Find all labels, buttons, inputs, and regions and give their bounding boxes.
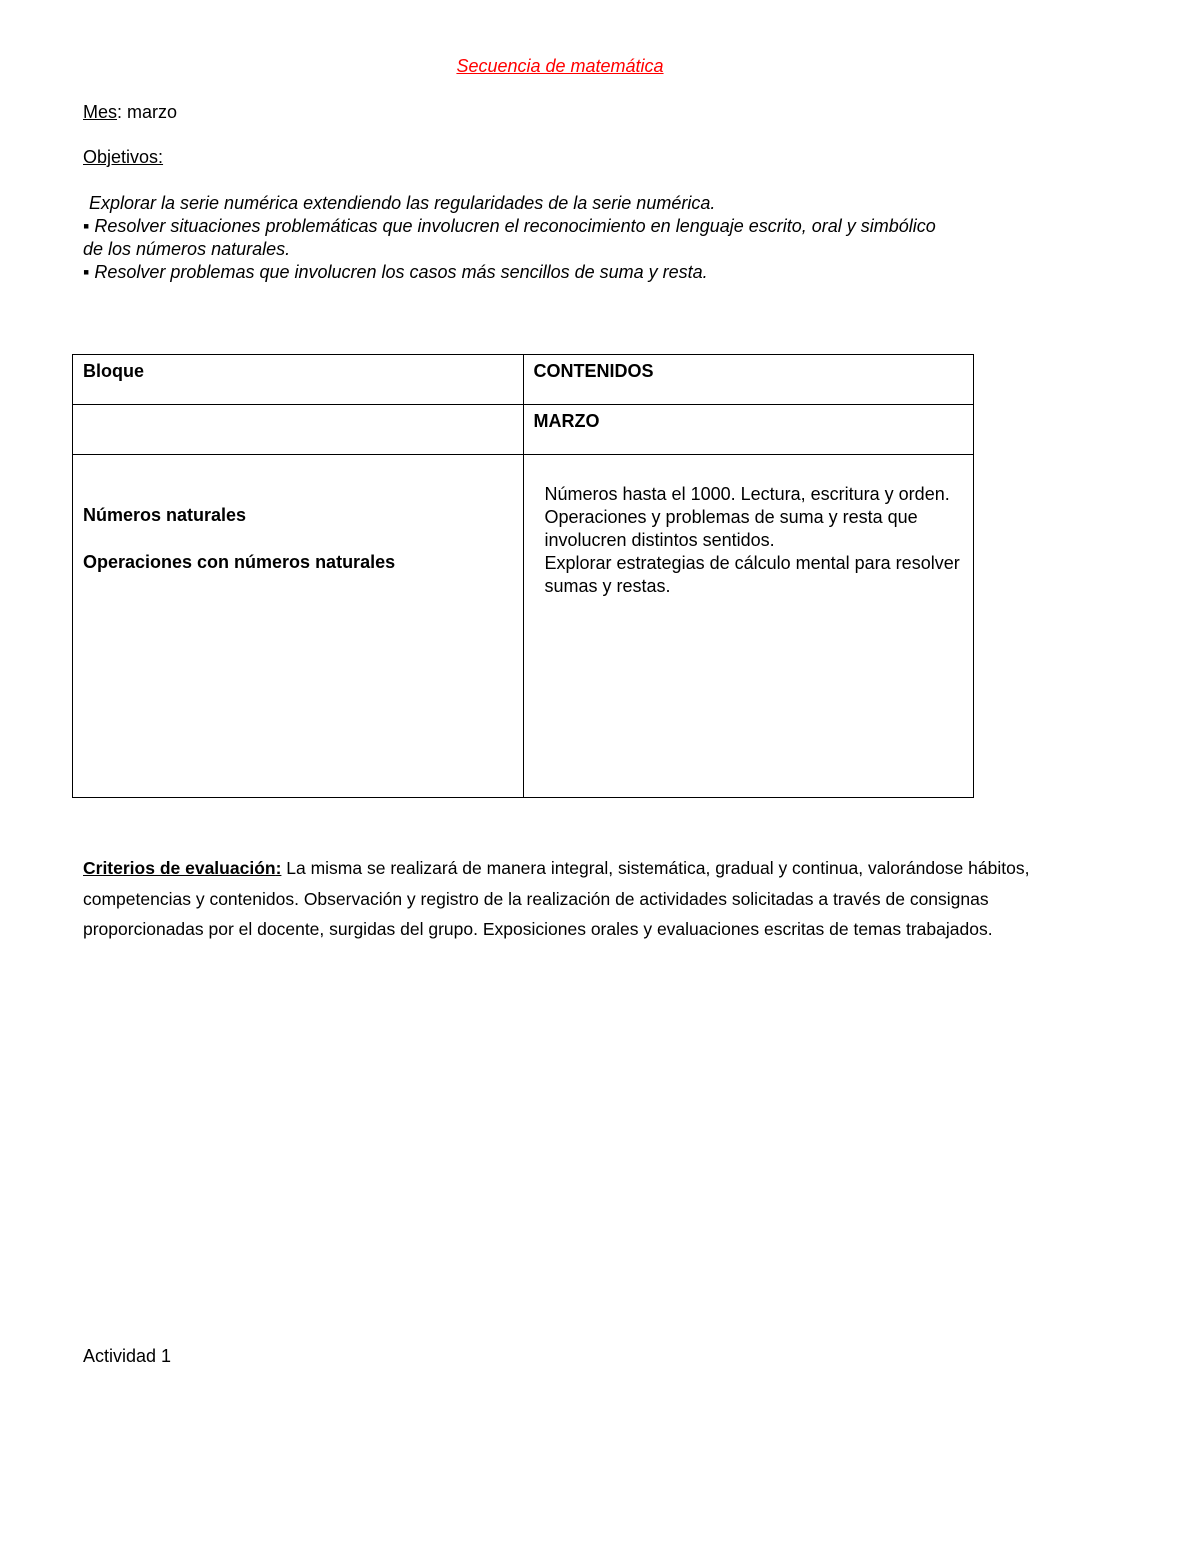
activity-heading: Actividad 1	[83, 1346, 172, 1366]
month-label: Mes	[83, 102, 118, 122]
month-separator: :	[117, 102, 128, 122]
table-empty-cell	[73, 405, 524, 455]
month-line	[83, 102, 177, 123]
month-heading: MARZO	[533, 411, 600, 431]
block-item: Números naturales	[83, 505, 247, 525]
objectives-list	[83, 192, 943, 284]
evaluation-criteria	[83, 853, 1043, 945]
block-item: Operaciones con números naturales	[83, 552, 396, 572]
table-body-row	[73, 455, 974, 798]
document-title: Secuencia de matemática	[456, 56, 664, 76]
objective-item: ▪ Resolver problemas que involucren los casos más sencillos de suma y resta.	[83, 262, 708, 282]
content-item: Números hasta el 1000. Lectura, escritura y orden.	[544, 484, 950, 504]
table-header-cell	[73, 355, 524, 405]
content-item: Explorar estrategias de cálculo mental para resolver sumas y restas.	[544, 553, 960, 596]
criteria-label: Criterios de evaluación	[83, 858, 276, 878]
objective-item: Explorar la serie numérica extendiendo las regularidades de la serie numérica.	[89, 193, 716, 213]
contents-table	[72, 354, 974, 798]
month-value: marzo	[127, 102, 178, 122]
content-item: Operaciones y problemas de suma y resta que involucren distintos sentidos.	[544, 507, 918, 550]
header-bloque: Bloque	[83, 361, 144, 381]
contents-cell	[523, 455, 974, 798]
table-month-row	[73, 405, 974, 455]
table-header-cell	[523, 355, 974, 405]
criteria-colon: :	[275, 858, 282, 878]
table-month-cell	[523, 405, 974, 455]
objectives-heading: Objetivos:	[83, 147, 164, 167]
table-header-row	[73, 355, 974, 405]
criteria-text: La misma se realizará de manera integral, sistemática, gradual y continua, valorándose hábitos, competencias y contenidos. Observación y registro de la realización de actividades solicitadas a través de consignas proporcionadas por el docente, surgidas del grupo. Exposiciones orales y evaluaciones escritas de temas trabajados.	[83, 858, 1030, 939]
header-contenidos: CONTENIDOS	[533, 361, 654, 381]
objective-item: ▪ Resolver situaciones problemáticas que involucren el reconocimiento en lenguaje escrito, oral y simbólico de los números naturales.	[83, 216, 936, 259]
blocks-cell	[73, 455, 524, 798]
